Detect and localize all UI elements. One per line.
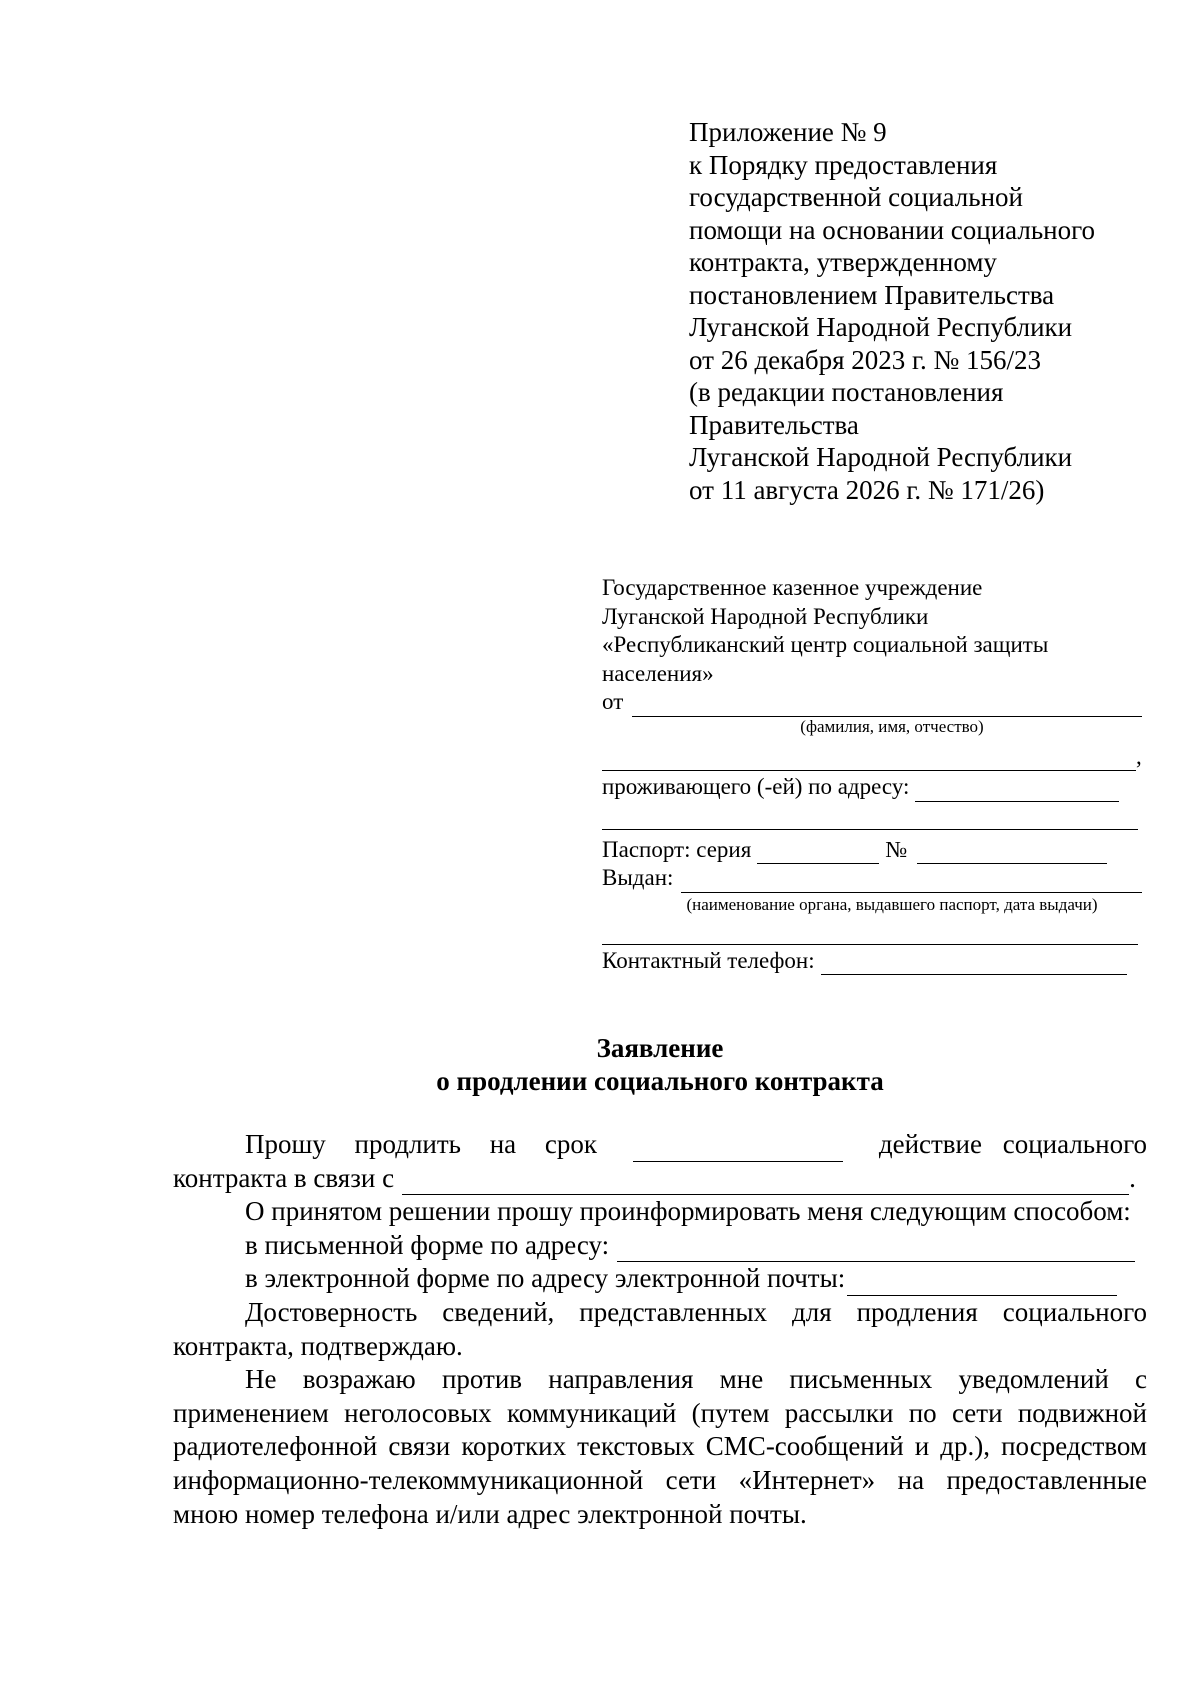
from-row [602,688,1142,717]
org-line: населения» [602,660,714,686]
appendix-line: помощи на основании социального [689,214,1096,245]
passport-number-field[interactable] [917,840,1107,864]
appendix-line: Луганской Народной Республики [689,442,1073,472]
p1-line-1 [173,1128,1147,1162]
appendix-line: государственной социальной [689,182,1023,212]
addressee-block [602,574,1142,975]
paragraph-3: Достоверность сведений, представленных для продления социального контракта, подтверждаю. [173,1296,1147,1361]
issued-field-2[interactable] [602,921,1138,945]
appendix-line: к Порядку предоставления [689,149,998,180]
org-line: Государственное казенное учреждение [602,575,983,600]
title-line-1: Заявление [596,1033,724,1063]
org-line: Луганской Народной Республики [602,603,929,629]
appendix-line: от 11 августа 2026 г. № 171/26) [689,474,1045,505]
address-field-2[interactable] [602,806,1138,830]
issued-row [602,864,1142,893]
appendix-line: контракта, утвержденному [689,247,997,277]
appendix-line: Приложение № 9 [689,117,887,147]
fio-continuation-row [602,743,1142,772]
issued-caption: (наименование органа, выдавшего паспорт, дата выдачи) [686,894,1098,914]
phone-row [602,947,1142,976]
appendix-line: Правительства [689,409,859,440]
issued-continuation-row [602,921,1142,945]
appendix-header [689,116,1169,506]
phone-field[interactable] [821,951,1127,975]
comma: , [1136,743,1142,769]
document-body [173,1128,1147,1531]
fio-caption: (фамилия, имя, отчество) [800,716,984,736]
paragraph-4: Не возражаю против направления мне письменных уведомлений с применением неголосовых коммуникаций (путем рассылки по сети подвижной радиотелефонной связи коротких текстовых СМС-сообщений и др.), посредством информационно-телекоммуникационной сети «Интернет» на предоставленные мною номер телефона и/или адрес электронной почты. [173,1364,1147,1529]
p1-text-a: Прошу продлить на срок [245,1129,598,1159]
appendix-line: от 26 декабря 2023 г. № 156/23 [689,344,1042,375]
written-label: в письменной форме по адресу: [245,1229,610,1260]
from-label: от [602,689,624,714]
written-row [173,1229,1147,1263]
p1-text-c: контракта в связи с [173,1162,395,1193]
org-line: «Республиканский центр социальной защиты [602,632,1049,657]
document-title [170,1032,1150,1098]
email-row [173,1262,1147,1296]
p1-end: . [1129,1162,1136,1193]
p1-line-2 [173,1162,1147,1196]
address-field[interactable] [915,778,1119,802]
email-label: в электронной форме по адресу электронной почты: [245,1263,846,1294]
paragraph-2: О принятом решении прошу проинформировать меня следующим способом: [245,1196,1131,1227]
written-address-field[interactable] [617,1234,1135,1262]
reason-field[interactable] [402,1167,1129,1195]
passport-number-label: № [885,836,908,862]
address-continuation-row [602,806,1142,830]
appendix-line: (в редакции постановления [689,377,1004,407]
term-field[interactable] [633,1134,843,1162]
fio-field-2[interactable] [602,747,1136,771]
issued-field[interactable] [681,869,1142,893]
issued-label: Выдан: [602,865,674,890]
residing-row [602,773,1142,802]
email-field[interactable] [847,1268,1117,1296]
fio-field[interactable] [632,693,1142,717]
title-line-2: о продлении социального контракта [436,1066,884,1096]
appendix-line: постановлением Правительства [689,279,1055,310]
passport-series-label: Паспорт: серия [602,836,752,862]
p1-text-b: действие социального [878,1129,1147,1159]
appendix-line: Луганской Народной Республики [689,312,1073,342]
passport-row [602,836,1142,865]
phone-label: Контактный телефон: [602,947,815,973]
passport-series-field[interactable] [757,840,879,864]
residing-label: проживающего (-ей) по адресу: [602,774,910,799]
